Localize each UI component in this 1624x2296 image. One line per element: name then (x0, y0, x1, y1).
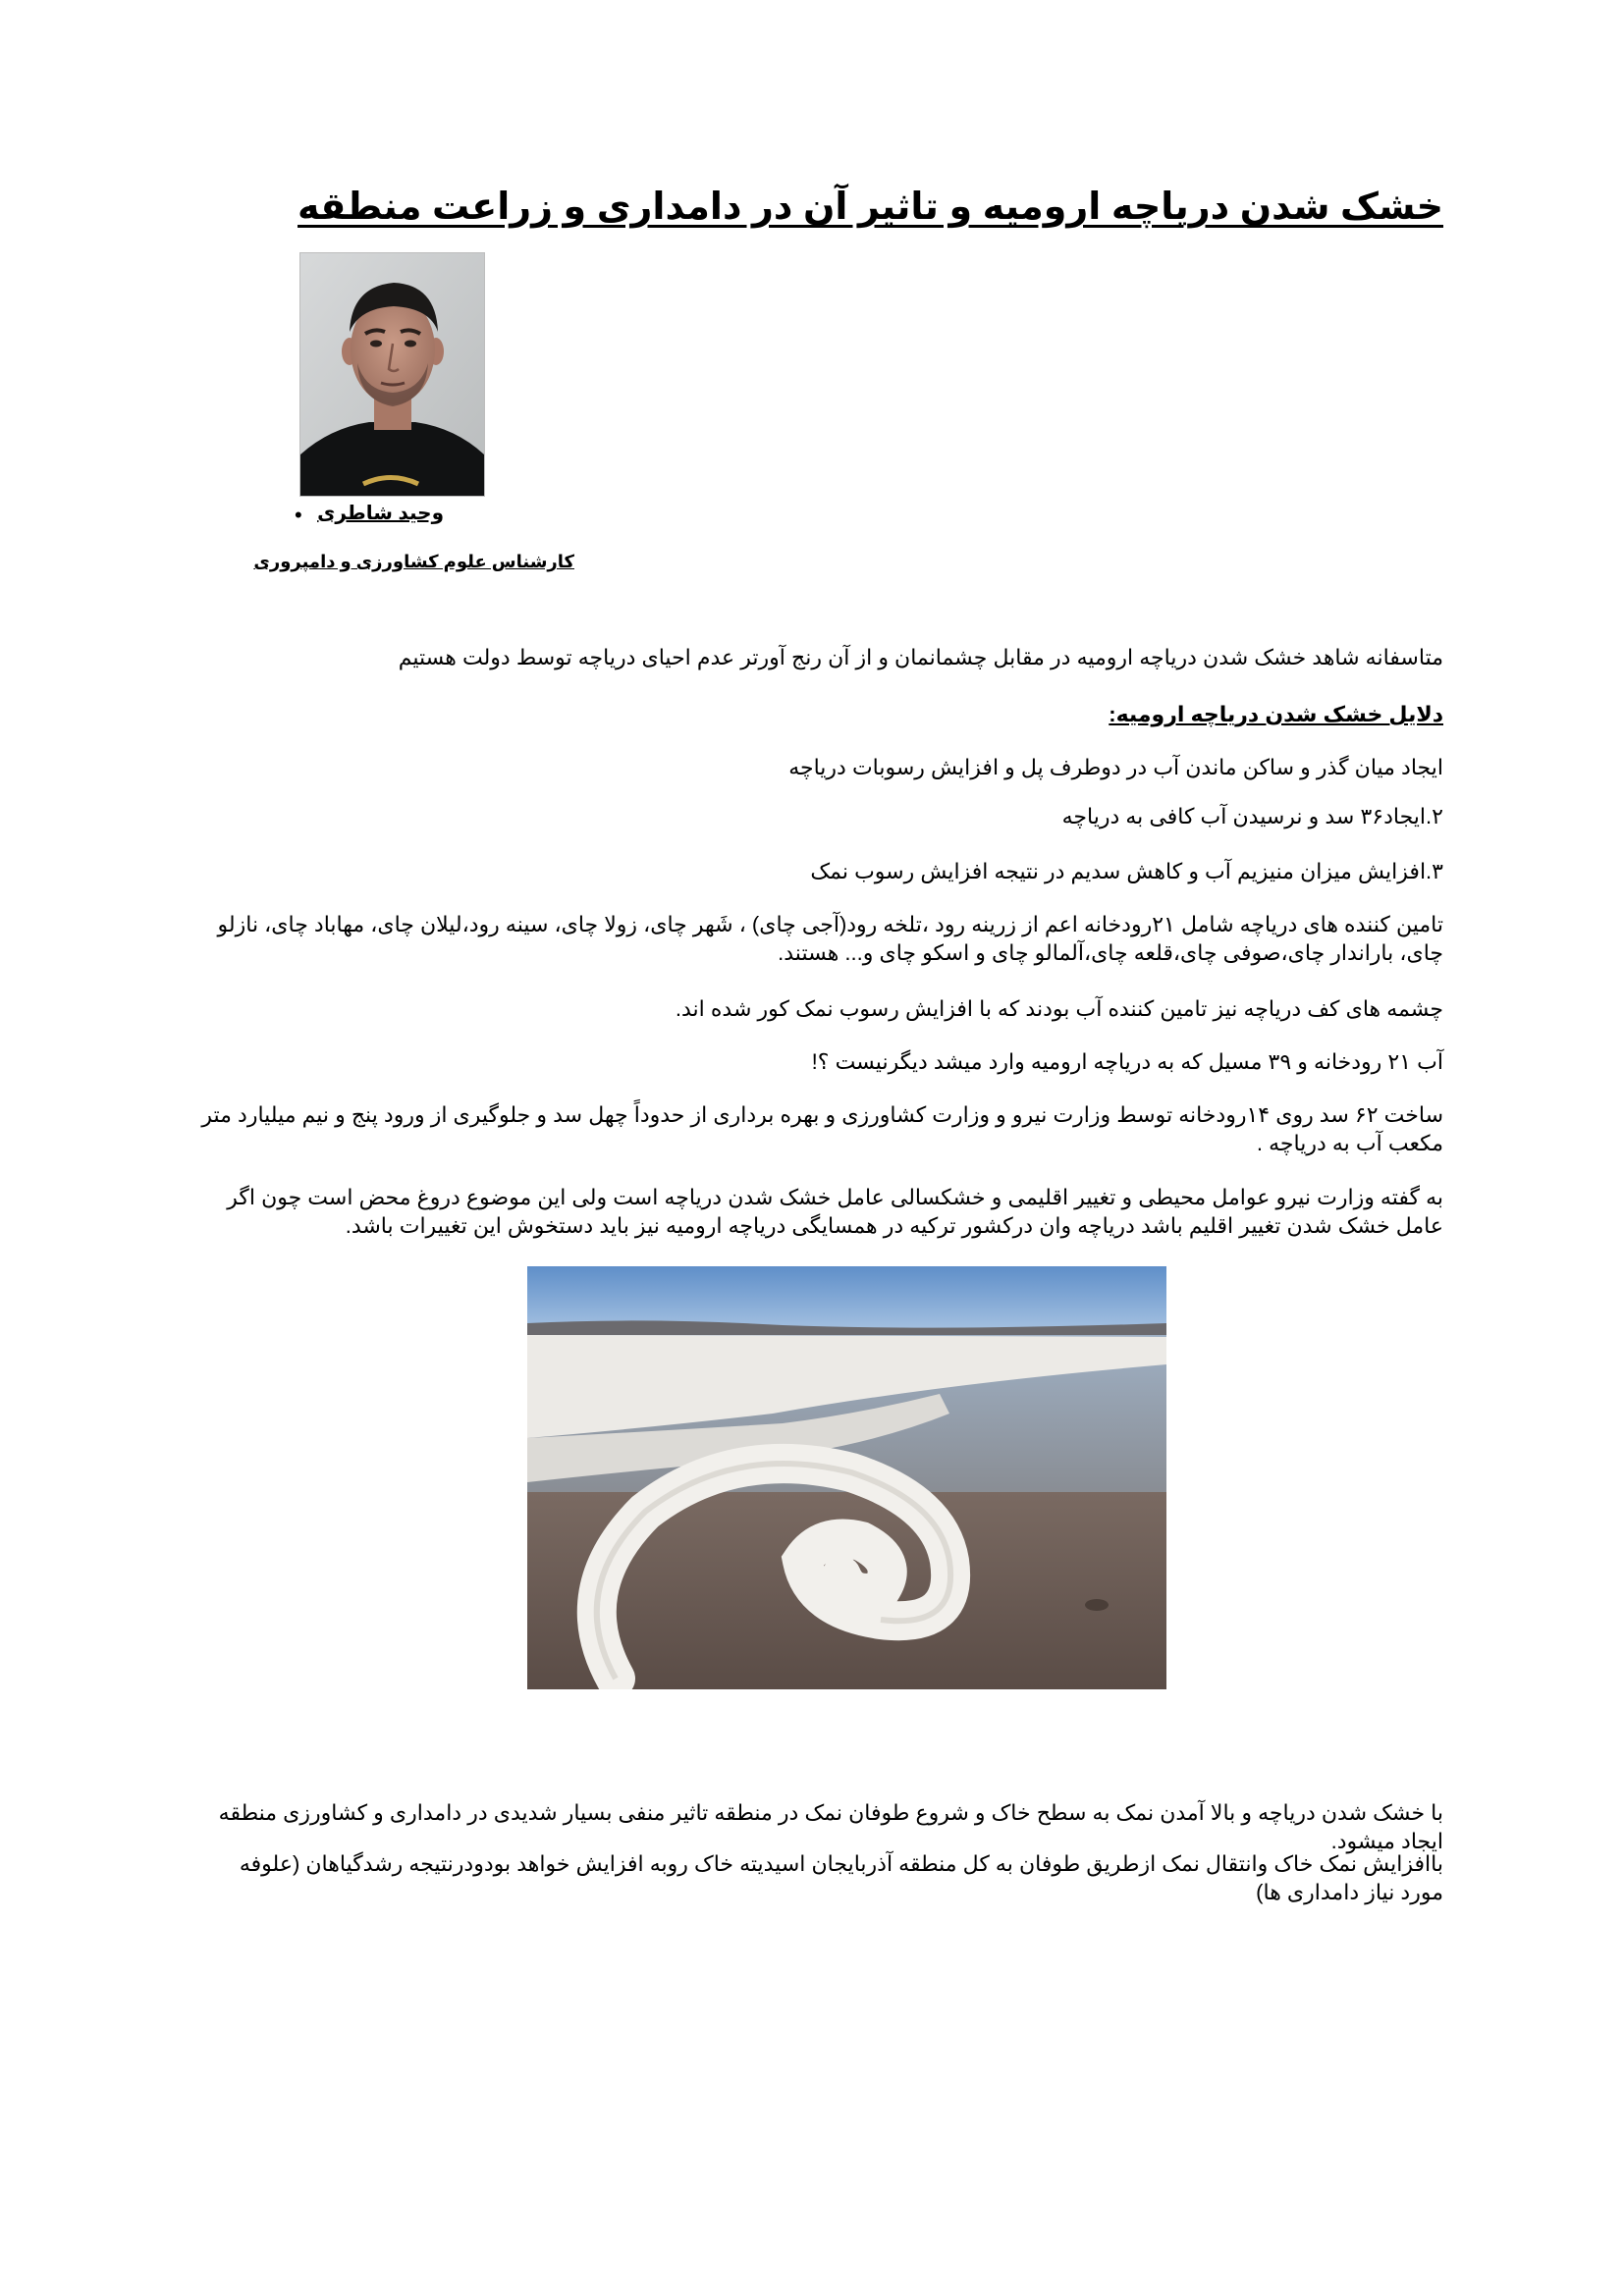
author-bullet: • (295, 503, 302, 527)
reason-item: ایجاد میان گذر و ساکن ماندن آب در دوطرف پل و افزایش رسوبات دریاچه (788, 755, 1443, 779)
dams-paragraph: ساخت ۶۲ سد روی ۱۴رودخانه توسط وزارت نیرو و وزارت کشاورزی و بهره برداری از حدوداً چهل سد و جلوگیری از ورود پنج و نیم میلیارد متر مکعب آب به دریاچه . (201, 1102, 1443, 1155)
ministry-paragraph: به گفته وزارت نیرو عوامل محیطی و تغییر اقلیمی و خشکسالی عامل خشک شدن دریاچه است ولی این موضوع دروغ محض است چون اگر عامل خشک شدن تغییر اقلیم باشد دریاچه وان درکشور ترکیه در همسایگی دریاچه ارومیه نیز باید دستخوش این تغییرات باشد. (227, 1185, 1443, 1238)
reason-item: ۳.افزایش میزان منیزیم آب و کاهش سدیم در نتیجه افزایش رسوب نمک (810, 859, 1443, 883)
author-role: کارشناس علوم کشاورزی و دامپروری (253, 552, 574, 571)
springs-paragraph: چشمه های کف دریاچه نیز تامین کننده آب بودند که با افزایش رسوب نمک کور شده اند. (675, 996, 1443, 1021)
intro-paragraph: متاسفانه شاهد خشک شدن دریاچه ارومیه در مقابل چشمانمان و از آن رنج آورتر عدم احیای دریاچه توسط دولت هستیم (398, 645, 1443, 669)
reasons-heading: دلایل خشک شدن دریاچه ارومیه: (1109, 702, 1443, 726)
author-portrait (299, 252, 485, 497)
impact-paragraph-2: باافزایش نمک خاک وانتقال نمک ازطریق طوفان به کل منطقه آذربایجان اسیدیته خاک روبه افزایش خواهد بودودرنتیجه رشدگیاهان (علوفه مورد نیاز دامداری ها) (239, 1851, 1443, 1904)
salt-lake-photo (527, 1266, 1166, 1689)
document-title: خشک شدن دریاچه ارومیه و تاثیر آن در دامداری و زراعت منطقه (298, 187, 1443, 228)
inflow-paragraph: آب ۲۱ رودخانه و ۳۹ مسیل که به دریاچه ارومیه وارد میشد دیگرنیست ؟! (811, 1049, 1443, 1074)
rivers-paragraph: تامین کننده های دریاچه شامل ۲۱رودخانه اعم از زرینه رود ،تلخه رود(آجی چای) ، شَهر چای، زولا چای، سینه رود،لیلان چای، مهاباد چای، نازلو چای، باراندار چای،صوفی چای،قلعه چای،آلمالو چای و اسکو چای و... هستند. (217, 912, 1443, 965)
author-portrait-image (300, 253, 484, 496)
author-name: وحید شاطری (317, 503, 444, 524)
impact-paragraph-1: با خشک شدن دریاچه و بالا آمدن نمک به سطح خاک و شروع طوفان نمک در منطقه تاثیر منفی بسیار شدیدی در دامداری و کشاورزی منطقه ایجاد میشود. (218, 1800, 1443, 1853)
reason-item: ۲.ایجاد۳۶ سد و نرسیدن آب کافی به دریاچه (1061, 804, 1443, 828)
salt-lake-image (527, 1266, 1166, 1689)
